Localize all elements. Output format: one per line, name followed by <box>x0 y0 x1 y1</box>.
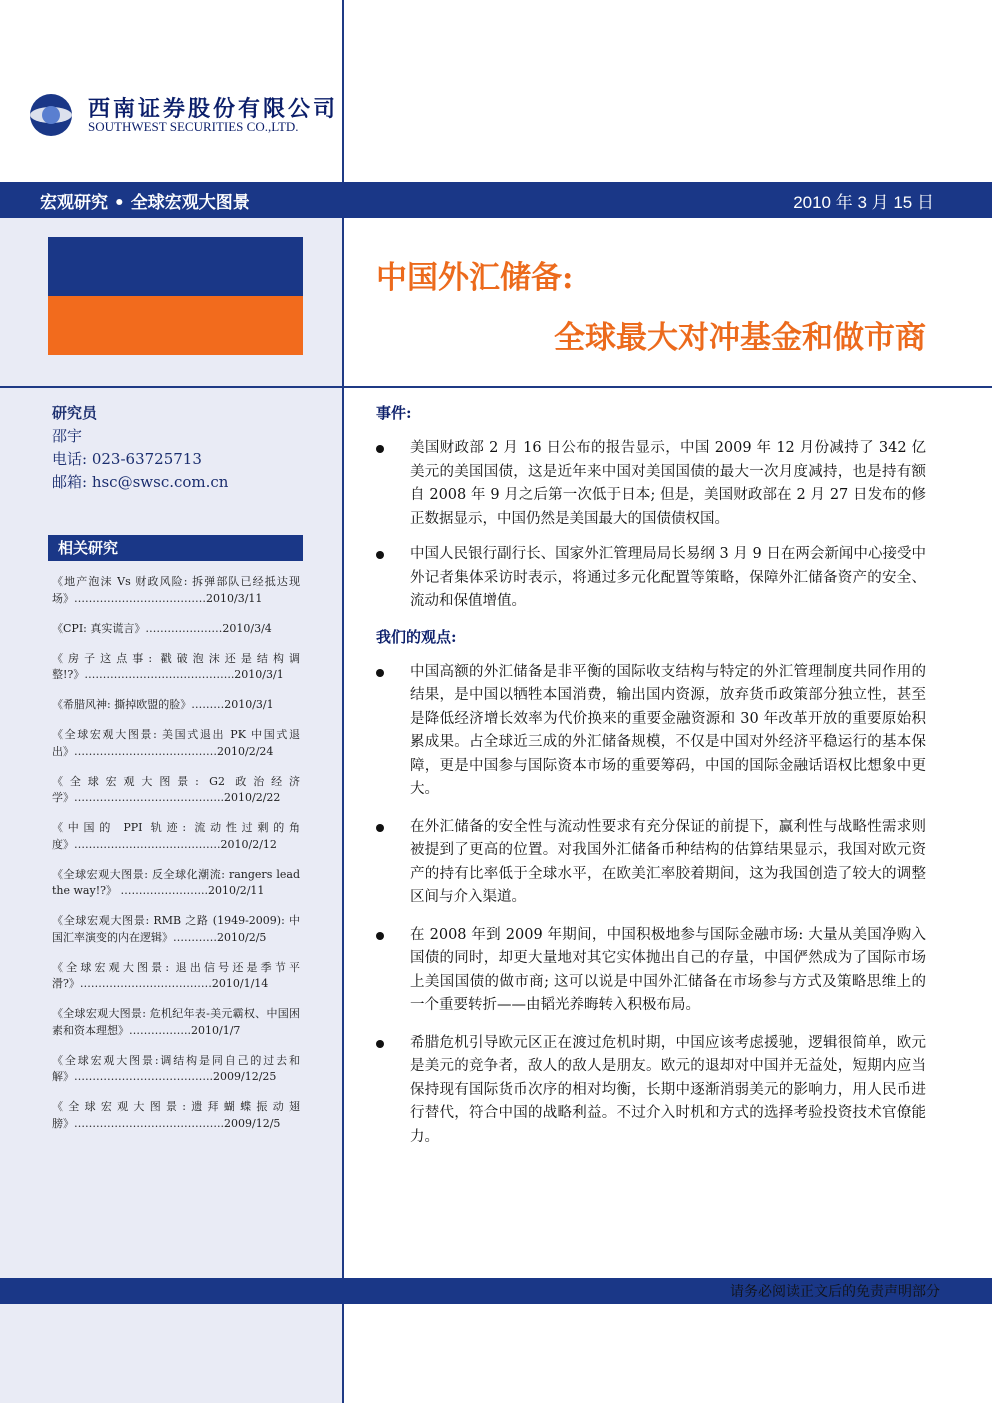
bullet-text: 在外汇储备的安全性与流动性要求有充分保证的前提下，赢利性与战略性需求则被提到了更高的位置。对我国外汇储备币种结构的估算结果显示，我国对欧元资产的持有比率低于全球水平，在欧美汇率胶着期间，这为我国创造了较大的调整区间与介入渠道。 <box>410 818 926 905</box>
bullet-paragraph <box>376 1032 926 1150</box>
logo-area <box>0 0 342 182</box>
bullet-dot-icon <box>376 932 384 940</box>
related-research-item: 《全球宏观大图景:遗拜蝴蝶振动翅膀》…………………………………..2009/12/5 <box>52 1100 300 1130</box>
bullet-text: 中国高额的外汇储备是非平衡的国际收支结构与特定的外汇管理制度共同作用的结果，是中国以牺牲本国消费，输出国内资源，放弃货币政策部分独立性，甚至是降低经济增长效率为代价换来的重要金融资源和 30 年改革开放的重要原始积累成果。占全球近三成的外汇储备规模，不仅是中国对外经济平稳运行的基本保障，更是中国参与国际资本市场的重要筹码，中国的国际金融话语权比想象中更大。 <box>410 663 926 797</box>
related-research-item: 《房子这点事: 戳破泡沫还是结构调整!?》…………………………………..2010/3/1 <box>52 651 300 681</box>
related-research-item: 《希腊风神: 撕掉欧盟的脸》………2010/3/1 <box>52 698 274 711</box>
bullet-dot-icon <box>376 669 384 677</box>
bullet-paragraph <box>376 543 926 614</box>
main-content <box>376 402 926 1163</box>
views-list <box>376 661 926 1150</box>
related-research-item: 《中国的 PPI 轨迹: 流动性过剩的角度》………………………………….2010/2/12 <box>52 821 300 851</box>
decorative-block-orange <box>48 296 303 355</box>
report-category: 宏观研究 • 全球宏观大图景 <box>40 193 250 213</box>
bullet-dot-icon <box>376 445 384 453</box>
views-heading: 我们的观点: <box>376 627 457 646</box>
company-name-en: SOUTHWEST SECURITIES CO.,LTD. <box>88 119 299 134</box>
bullet-text: 在 2008 年到 2009 年期间，中国积极地参与国际金融市场: 大量从美国净购入国债的同时，却更大量地对其它实体抛出自己的存量，中国俨然成为了国际市场上美国国债的做市商; 这可以说是中国外汇储备在市场参与方式及策略思维上的一个重要转折——由韬光养晦转入积极布局。 <box>410 926 926 1013</box>
related-research-list <box>52 574 300 1146</box>
bullet-paragraph <box>376 437 926 531</box>
related-research-item: 《全球宏观大图景: 反全球化潮流: rangers lead the way!?》 …………………...2010/2/11 <box>52 867 300 897</box>
bullet-dot-icon <box>376 1040 384 1048</box>
analyst-name: 邵宇 <box>52 427 83 445</box>
related-research-item: 《地产泡沫 Vs 财政风险: 拆弹部队已经抵达现场》………………………………2010/3/11 <box>52 575 300 605</box>
horizontal-divider <box>0 386 992 388</box>
bullet-dot-icon <box>376 824 384 832</box>
bullet-paragraph <box>376 661 926 802</box>
bullet-text: 希腊危机引导欧元区正在渡过危机时期，中国应该考虑援驰，逻辑很简单，欧元是美元的竞争者，敌人的敌人是朋友。欧元的退却对中国并无益处，短期内应当保持现有国际货币次序的相对均衡，长期中逐渐消弱美元的影响力，用人民币进行替代，符合中国的战略利益。不过介入时机和方式的选择考验投资技术官僚能力。 <box>410 1034 926 1145</box>
analyst-heading: 研究员 <box>52 404 98 422</box>
decorative-block-blue <box>48 237 303 296</box>
related-research-item: 《全球宏观大图景: 退出信号还是季节平滑?》………………………………2010/1/14 <box>52 960 300 990</box>
company-logo-icon <box>28 92 74 138</box>
bullet-text: 美国财政部 2 月 16 日公布的报告显示，中国 2009 年 12 月份减持了 342 亿美元的美国国债，这是近年来中国对美国国债的最大一次月度减持，也是持有额自 2008 年 9 月之后第一次低于日本; 但是，美国财政部在 2 月 27 日发布的修正数据显示，中国仍然是美国最大的国债债权国。 <box>410 440 926 527</box>
events-heading: 事件: <box>376 404 412 422</box>
bullet-dot-icon <box>376 551 384 559</box>
analyst-phone: 电话: 023-63725713 <box>52 450 202 468</box>
disclaimer-note: 请务必阅读正文后的免责声明部分 <box>730 1284 940 1300</box>
analyst-info <box>52 402 228 494</box>
related-research-item: 《全球宏观大图景: G2 政治经济学》…………………………………..2010/2/22 <box>52 774 300 804</box>
related-research-item: 《全球宏观大图景:调结构是同自己的过去和解》………………………………..2009/12/25 <box>52 1053 300 1083</box>
related-research-item: 《全球宏观大图景: 危机纪年表-美元霸权、中国困素和资本理想》……………..2010/1/7 <box>52 1007 300 1037</box>
bullet-paragraph <box>376 816 926 910</box>
related-research-item: 《全球宏观大图景: RMB 之路 (1949-2009): 中国汇率演变的内在逻辑》…………2010/2/5 <box>52 914 300 944</box>
title-line-2: 全球最大对冲基金和做市商 <box>554 320 926 356</box>
analyst-email: 邮箱: hsc@swsc.com.cn <box>52 473 229 491</box>
header-bar <box>0 182 992 218</box>
title-line-1: 中国外汇储备: <box>376 260 574 296</box>
report-date: 2010 年 3 月 15 日 <box>793 193 934 212</box>
company-name-cn: 西南证券股份有限公司 <box>88 96 339 122</box>
bullet-text: 中国人民银行副行长、国家外汇管理局局长易纲 3 月 9 日在两会新闻中心接受中外记者集体采访时表示，将通过多元化配置等策略，保障外汇储备资产的安全、流动和保值增值。 <box>410 546 926 609</box>
related-research-heading: 相关研究 <box>48 535 303 561</box>
related-research-item: 《CPI: 真实谎言》…………………2010/3/4 <box>52 621 272 635</box>
bullet-paragraph <box>376 924 926 1018</box>
events-list <box>376 437 926 614</box>
related-research-item: 《全球宏观大图景: 美国式退出 PK 中国式退出》…………………………………2010/2/24 <box>52 728 300 758</box>
